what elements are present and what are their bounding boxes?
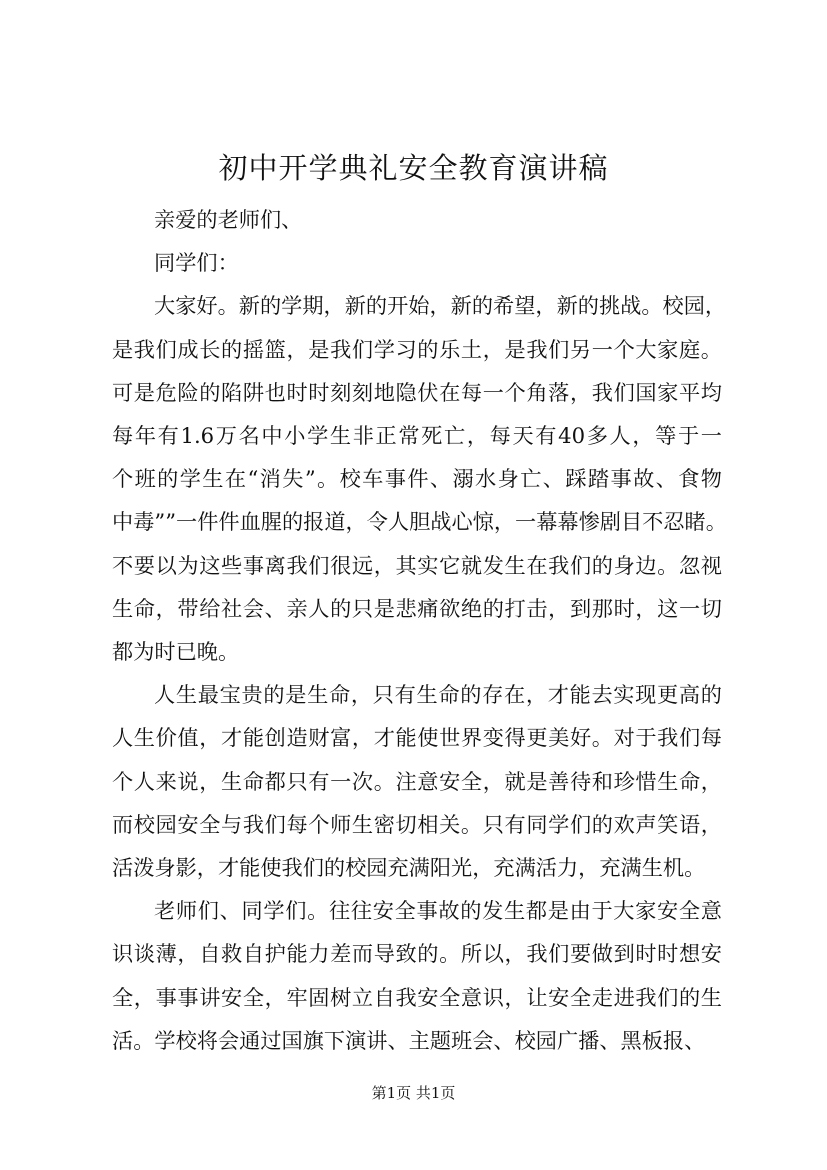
document-body bbox=[112, 198, 727, 1062]
paragraph bbox=[112, 284, 727, 673]
page-number: 第1页 共1页 bbox=[371, 1084, 456, 1102]
paragraph-line: 识谈薄，自救自护能力差而导致的。所以，我们要做到时时想安 bbox=[112, 941, 722, 967]
paragraph-line: 中毒””一件件血腥的报道，令人胆战心惊，一幕幕惨剧目不忍睹。 bbox=[112, 509, 727, 535]
salutation-line: 亲爱的老师们、 bbox=[154, 207, 303, 232]
paragraph-line: 生命，带给社会、亲人的只是悲痛欲绝的打击，到那时，这一切 bbox=[112, 595, 722, 621]
paragraph-line: 全，事事讲安全，牢固树立自我安全意识，让安全走进我们的生 bbox=[112, 984, 722, 1010]
paragraph bbox=[112, 673, 722, 889]
paragraph bbox=[112, 889, 722, 1062]
paragraph-line: 不要以为这些事离我们很远，其实它就发生在我们的身边。忽视 bbox=[112, 552, 722, 578]
paragraph-line: 个人来说，生命都只有一次。注意安全，就是善待和珍惜生命， bbox=[112, 768, 722, 794]
salutation bbox=[112, 198, 722, 284]
paragraph-line: 个班的学生在“消失”。校车事件、溺水身亡、踩踏事故、食物 bbox=[112, 466, 722, 492]
document-title: 初中开学典礼安全教育演讲稿 bbox=[218, 151, 609, 185]
paragraph-line: 而校园安全与我们每个师生密切相关。只有同学们的欢声笑语， bbox=[112, 811, 722, 837]
paragraph-line: 人生价值，才能创造财富，才能使世界变得更美好。对于我们每 bbox=[112, 725, 722, 751]
salutation-line: 同学们： bbox=[154, 250, 239, 276]
paragraph-line: 可是危险的陷阱也时时刻刻地隐伏在每一个角落，我们国家平均 bbox=[112, 379, 722, 405]
paragraph-line: 活。学校将会通过国旗下演讲、主题班会、校园广播、黑板报、 bbox=[112, 1027, 706, 1053]
paragraph-line: 都为时已晚。 bbox=[112, 639, 240, 665]
paragraph-line: 是我们成长的摇篮，是我们学习的乐土，是我们另一个大家庭。 bbox=[112, 336, 722, 362]
paragraph-line: 每年有1.6万名中小学生非正常死亡，每天有40多人，等于一 bbox=[112, 423, 722, 449]
paragraph-line: 老师们、同学们。往往安全事故的发生都是由于大家安全意 bbox=[154, 898, 722, 924]
paragraph-line: 大家好。新的学期，新的开始，新的希望，新的挑战。校园， bbox=[154, 293, 727, 319]
paragraph-line: 活泼身影，才能使我们的校园充满阳光，充满活力，充满生机。 bbox=[112, 855, 706, 881]
paragraph-line: 人生最宝贵的是生命，只有生命的存在，才能去实现更高的 bbox=[154, 682, 722, 708]
